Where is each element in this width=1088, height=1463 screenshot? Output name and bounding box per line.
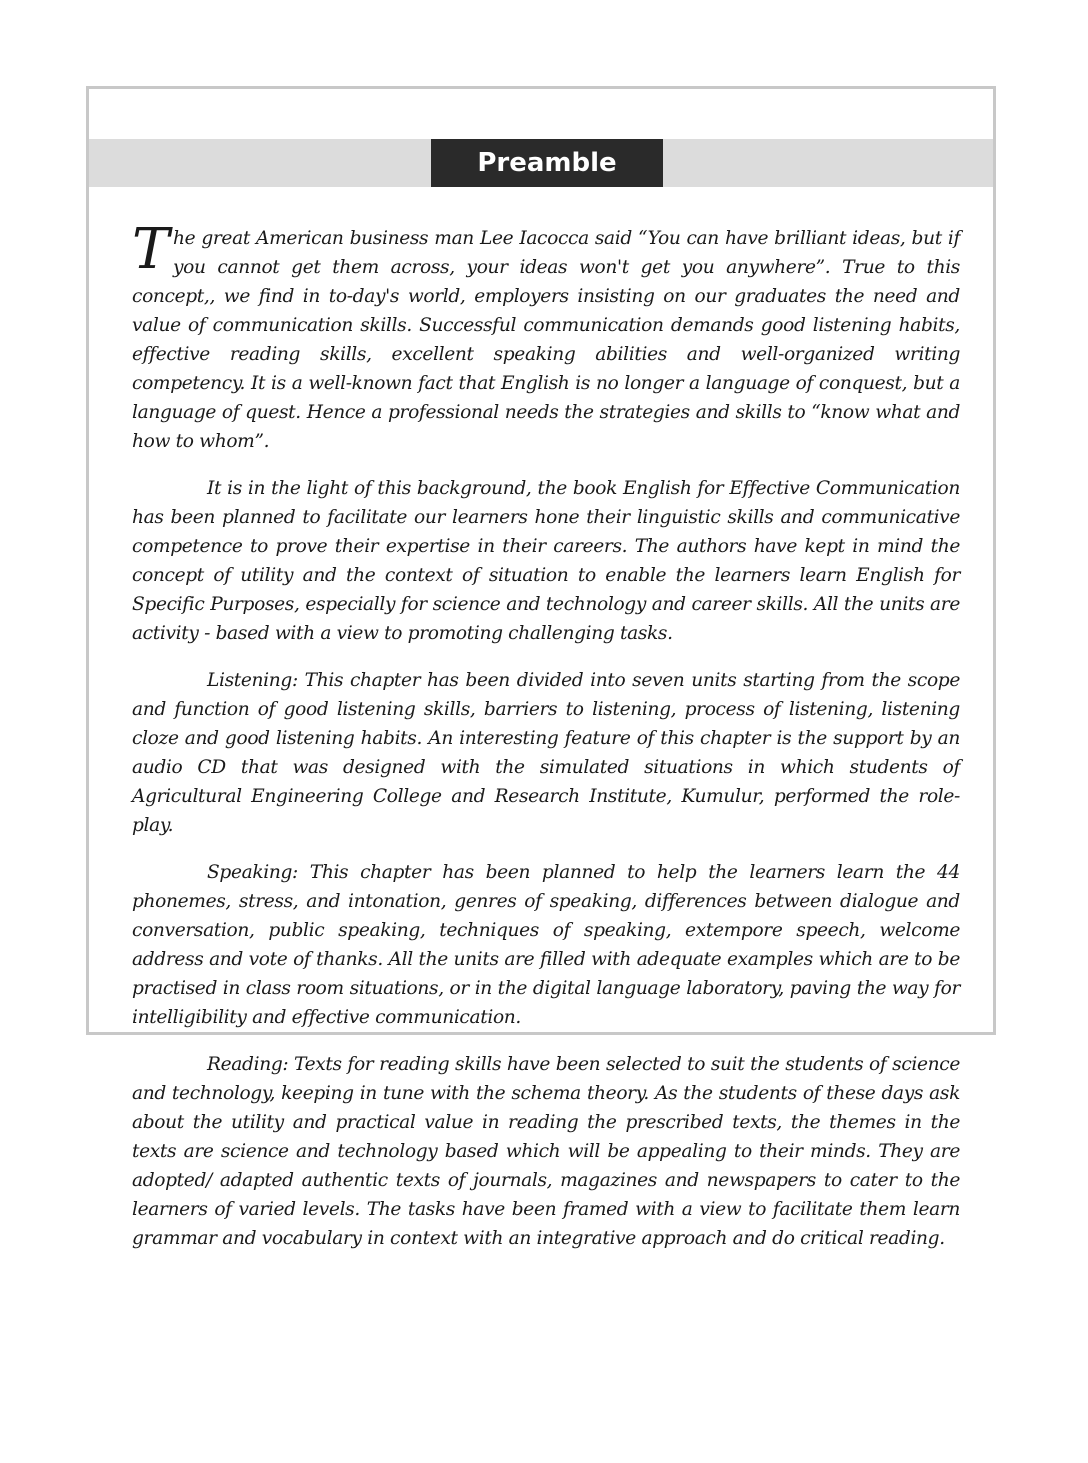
body-content (132, 217, 960, 1271)
paragraph-background: It is in the light of this background, the book English for Effective Communication has been planned to facilitate our learners hone their linguistic skills and communicative competence to prove their expertise in their careers. The authors have kept in mind the concept of utility and the context of situation to enable the learners learn English for Specific Purposes, especially for science and technology and career skills. All the units are activity - based with a view to promoting challenging tasks. (132, 478, 960, 644)
paragraph-intro (132, 217, 960, 456)
paragraph-speaking: Speaking: This chapter has been planned to help the learners learn the 44 phonemes, stress, and intonation, genres of speaking, differences between dialogue and conversation, public speaking, techniques of speaking, extempore speech, welcome address and vote of thanks. All the units are filled with adequate examples which are to be practised in class room situations, or in the digital language laboratory, paving the way for intelligibility and effective communication. (132, 862, 960, 1028)
page-title: Preamble (431, 139, 663, 187)
paragraph-reading: Reading: Texts for reading skills have been selected to suit the students of science and technology, keeping in tune with the schema theory. As the students of these days ask about the utility and practical value in reading the prescribed texts, the themes in the texts are science and technology based which will be appealing to their minds. They are adopted/ adapted authentic texts of journals, magazines and newspapers to cater to the learners of varied levels. The tasks have been framed with a view to facilitate them learn grammar and vocabulary in context with an integrative approach and do critical reading. (132, 1054, 960, 1249)
drop-cap: T (132, 217, 170, 282)
paragraph-intro-text: he great American business man Lee Iacocca said “You can have brilliant ideas, but if you cannot get them across, your ideas won't get you anywhere”. True to this concept,, we find in to-day's world, employers insisting on our graduates the need and value of communication skills. Successful communication demands good listening habits, effective reading skills, excellent speaking abilities and well-organized writing competency. It is a well-known fact that English is no longer a language of conquest, but a language of quest. Hence a professional needs the strategies and skills to “know what and how to whom”. (132, 228, 960, 452)
page-frame (86, 86, 996, 1249)
title-band (89, 139, 993, 187)
paragraph-listening: Listening: This chapter has been divided into seven units starting from the scope and function of good listening skills, barriers to listening, process of listening, listening cloze and good listening habits. An interesting feature of this chapter is the support by an audio CD that was designed with the simulated situations in which students of Agricultural Engineering College and Research Institute, Kumulur, performed the role-play. (132, 670, 960, 836)
